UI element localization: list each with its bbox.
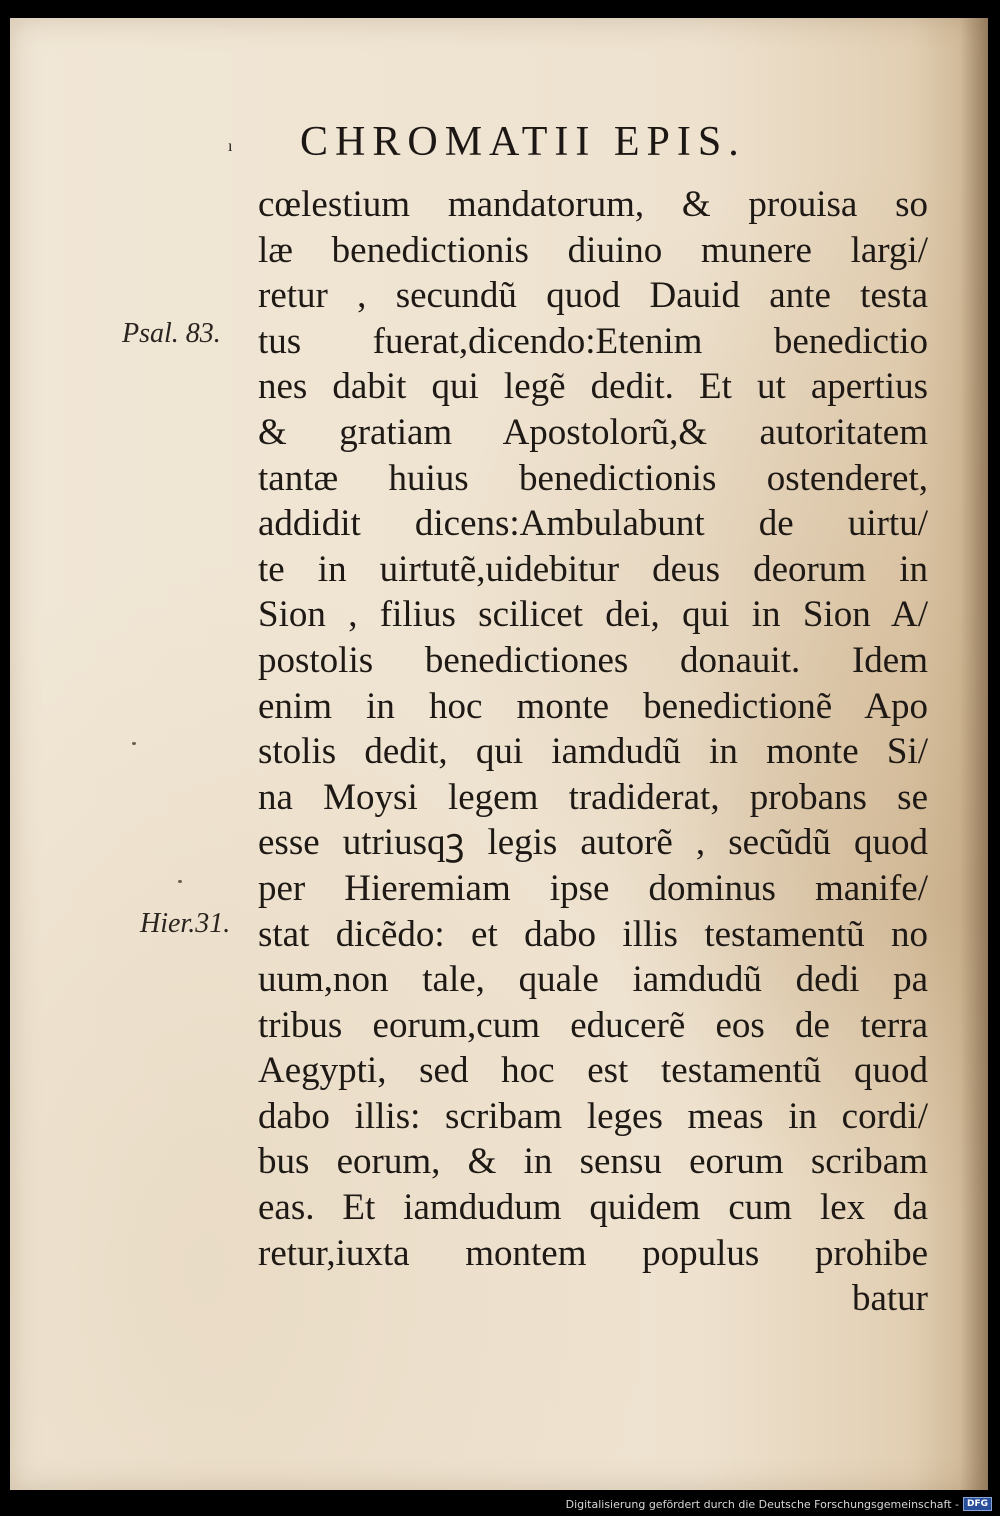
text-line: tus fuerat,dicendo:Etenim benedictio — [258, 320, 928, 362]
text-line: Sion , filius scilicet dei, qui in Sion A/ — [258, 594, 928, 636]
text-line: tantæ huius benedictionis ostenderet, — [258, 457, 928, 499]
marginal-note-hieremias: Hier.31. — [140, 908, 231, 939]
dfg-logo-icon: DFG — [963, 1497, 992, 1511]
running-head: CHROMATII EPIS. — [300, 119, 746, 165]
text-line: dabo illis: scribam leges meas in cordi/ — [258, 1095, 928, 1137]
text-line: esse utriusqꝫ legis autorẽ , secũdũ quod — [258, 822, 928, 864]
text-line: bus eorum, & in sensu eorum scribam — [258, 1141, 928, 1183]
text-line: retur , secundũ quod Dauid ante testa — [258, 275, 928, 317]
catchword: batur — [851, 1278, 928, 1320]
text-line: uum,non tale, quale iamdudũ dedi pa — [258, 959, 928, 1001]
text-line: læ benedictionis diuino munere largi/ — [258, 229, 928, 271]
body-text — [258, 182, 928, 1322]
text-line: stat dicẽdo: et dabo illis testamentũ no — [258, 913, 928, 955]
header-tick-mark: ı — [228, 138, 233, 155]
footer-credit — [566, 1494, 992, 1514]
text-line: enim in hoc monte benedictionẽ Apo — [258, 685, 928, 727]
ink-speck — [178, 880, 182, 883]
footer-credit-text: Digitalisierung gefördert durch die Deutsche Forschungsgemeinschaft - — [565, 1497, 959, 1511]
text-line: na Moysi legem tradiderat, probans se — [258, 776, 928, 818]
text-line: postolis benedictiones donauit. Idem — [258, 639, 928, 681]
text-line: & gratiam Apostolorũ,& autoritatem — [258, 411, 928, 453]
text-line: stolis dedit, qui iamdudũ in monte Si/ — [258, 731, 928, 773]
text-line: nes dabit qui legẽ dedit. Et ut apertius — [258, 366, 928, 408]
ink-speck — [132, 742, 136, 745]
text-line: tribus eorum,cum educerẽ eos de terra — [258, 1004, 928, 1046]
text-line: te in uirtutẽ,uidebitur deus deorum in — [258, 548, 928, 590]
marginal-note-psalm: Psal. 83. — [122, 318, 221, 349]
text-line: Aegypti, sed hoc est testamentũ quod — [258, 1050, 928, 1092]
page-gutter-shadow — [960, 18, 988, 1490]
text-line: addidit dicens:Ambulabunt de uirtu/ — [258, 503, 928, 545]
text-line: per Hieremiam ipse dominus manife/ — [258, 867, 928, 909]
text-line: cœlestium mandatorum, & prouisa so — [258, 184, 928, 225]
text-line: eas. Et iamdudum quidem cum lex da — [258, 1187, 928, 1229]
text-line: retur,iuxta montem populus prohibe — [258, 1232, 928, 1274]
